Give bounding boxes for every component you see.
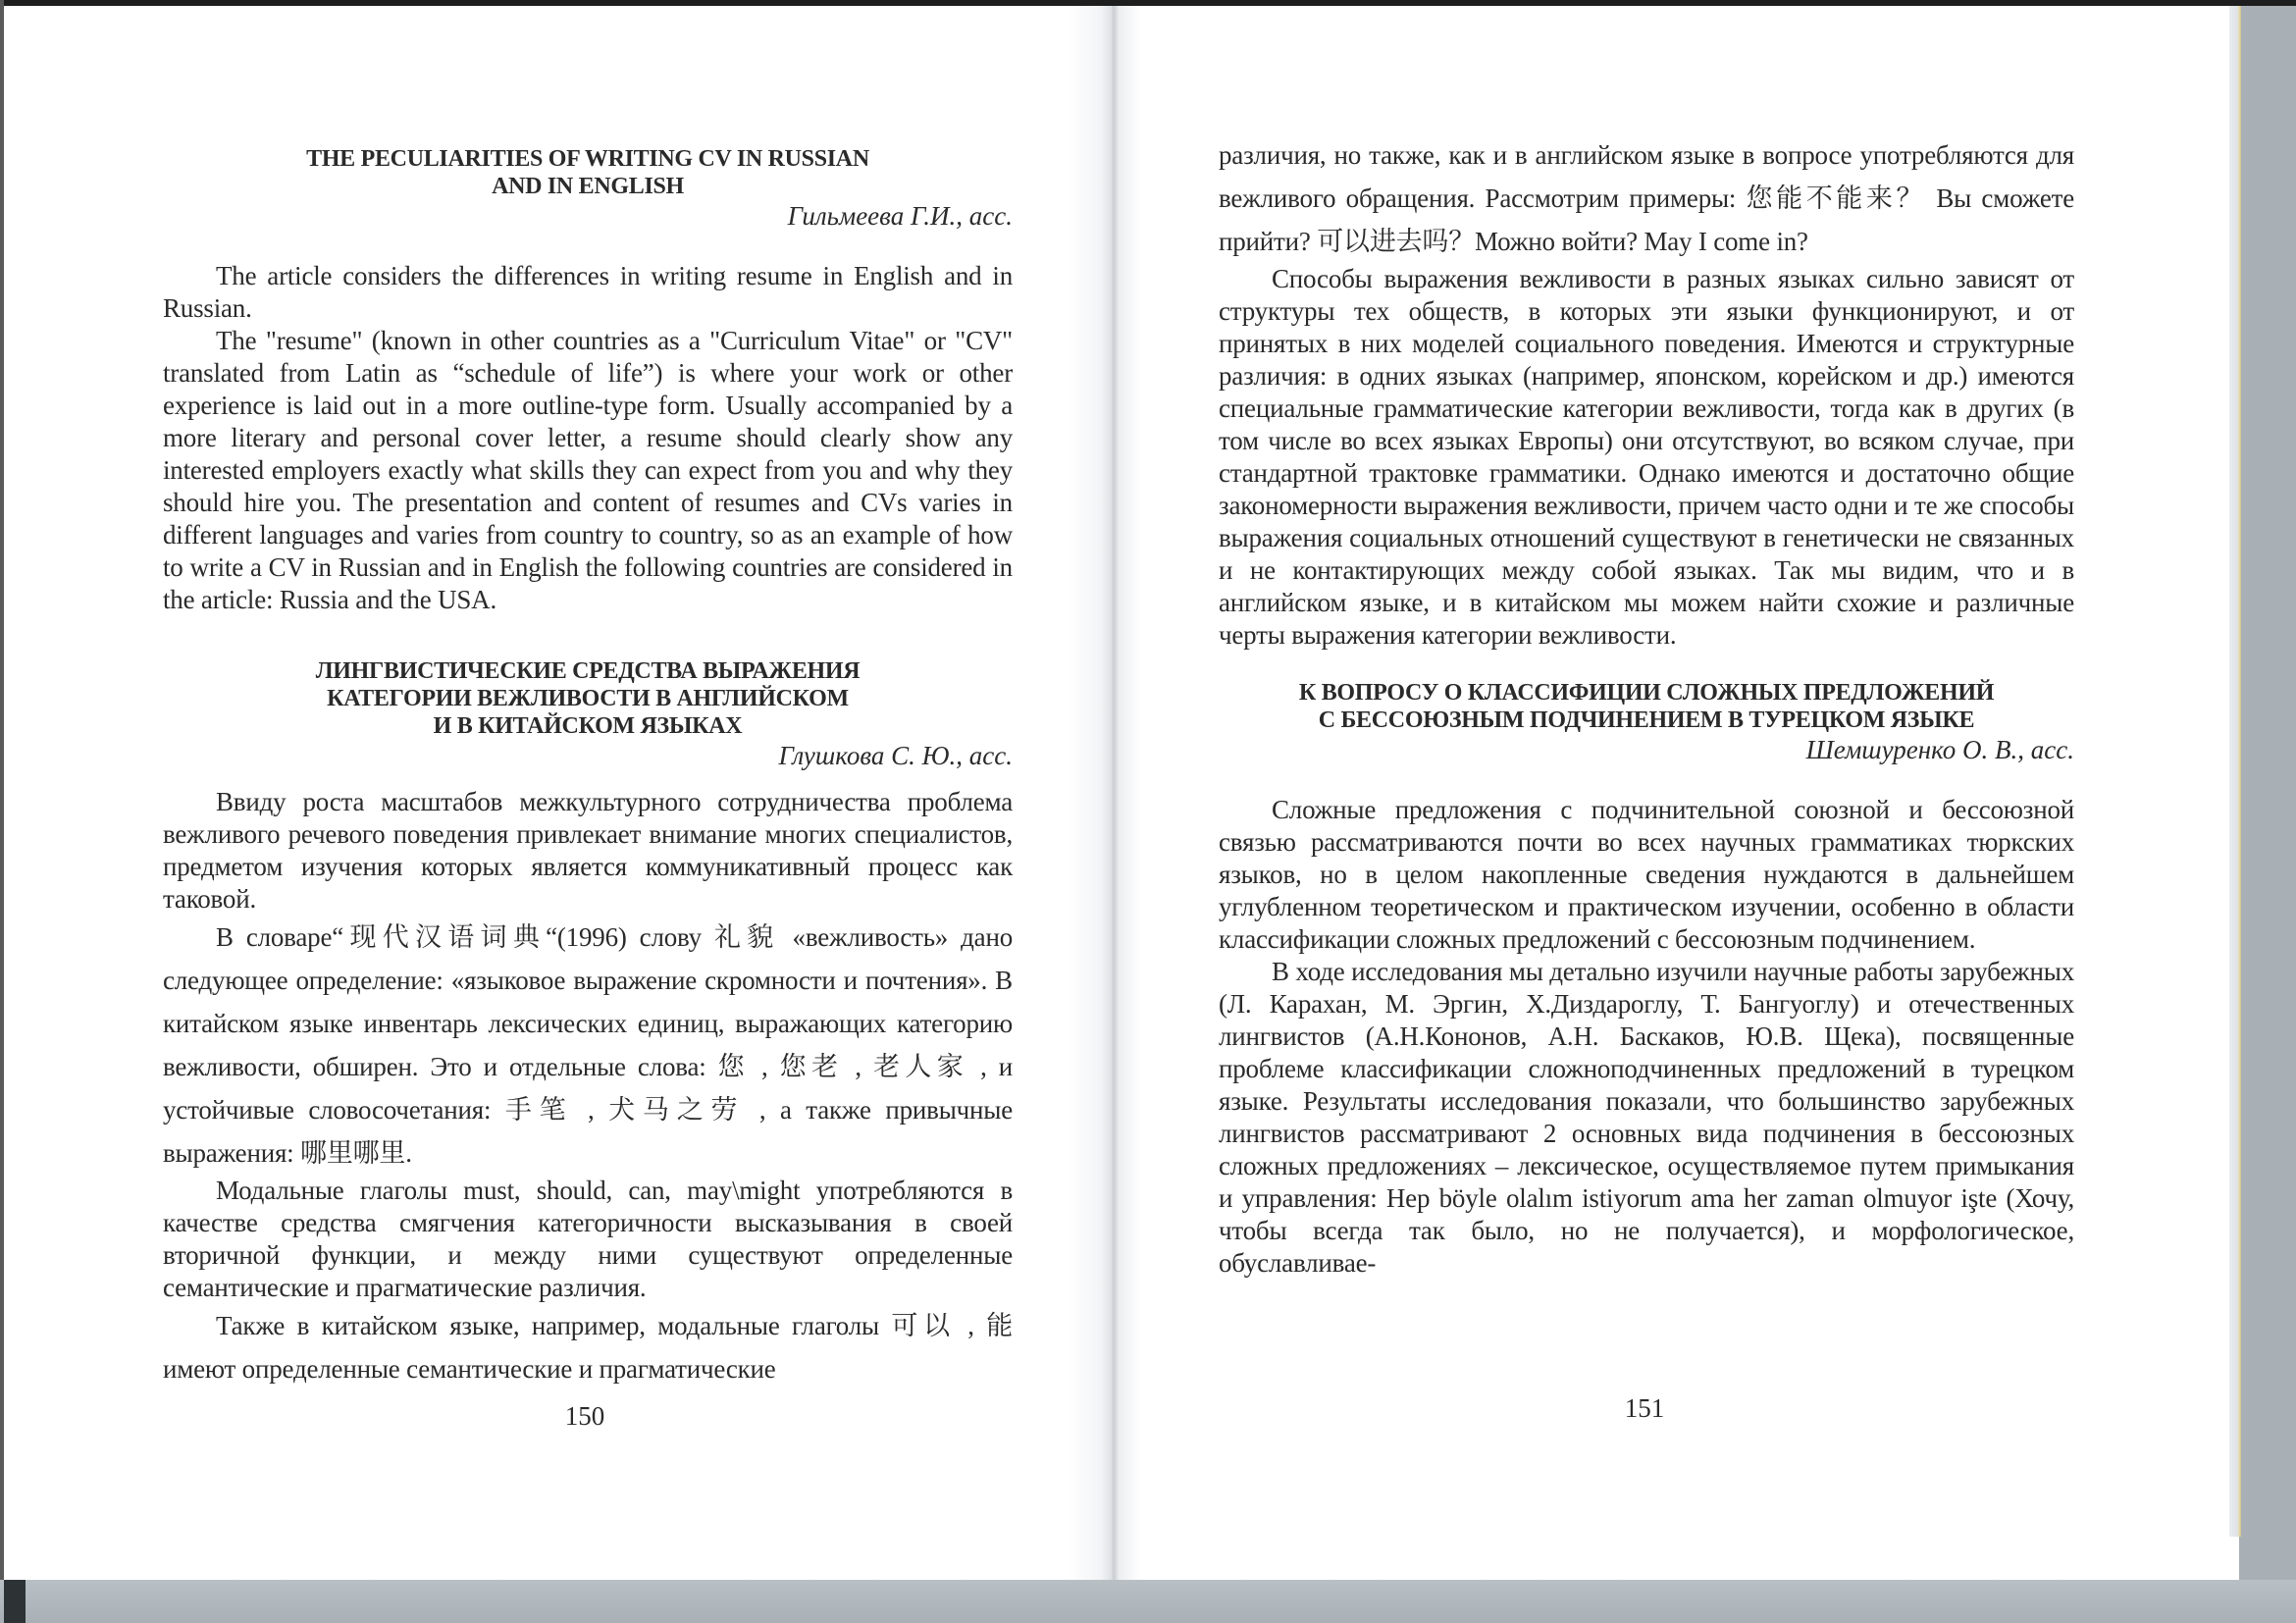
article-cv bbox=[163, 145, 1013, 616]
paragraph: Ввиду роста масштабов межкультурного сотрудничества проблема вежливого речевого поведения привлекает внимание многих специалистов, предметом изучения которых является коммуникативный процесс как таковой. bbox=[163, 787, 1013, 914]
paragraph: Модальные глаголы must, should, can, may\might употребляются в качестве средства смягчения категоричности высказывания в своей вторичной функции, и между ними существуют определенные семантические и прагматические различия. bbox=[163, 1176, 1013, 1302]
article-title: ЛИНГВИСТИЧЕСКИЕ СРЕДСТВА ВЫРАЖЕНИЯ КАТЕГОРИИ ВЕЖЛИВОСТИ В АНГЛИЙСКОМ И В КИТАЙСКОМ ЯЗЫКАХ bbox=[315, 658, 861, 739]
paragraph: различия, но также, как и в английском языке в вопросе употребляются для вежливого обращения. Рассмотрим примеры: 您能不能来？ Вы сможете прийти? 可以进去吗？Можно войти? May I come in? bbox=[1219, 140, 2074, 256]
page-number: 150 bbox=[564, 1401, 605, 1431]
paragraph: В ходе исследования мы детально изучили научные работы зарубежных (Л. Карахан, М. Эргин, Х.Диздароглу, Т. Бангуоглу) и отечественных лингвистов (А.Н.Кононов, А.Н. Баскаков, Ю.В. Щека), посвященные проблеме классификации сложноподчиненных предложений в турецком языке. Результаты исследования показали, что большинство зарубежных лингвистов рассматривают 2 основных вида подчинения в бессоюзных сложных предложениях – лексическое, осуществляемое путем примыкания и управления: Нер böyle olalım istiyorum ama her zaman olmuyor işte (Хочу, чтобы всегда так было, но не получается), и морфологическое, обуславливае- bbox=[1219, 957, 2074, 1278]
article-title: К ВОПРОСУ О КЛАССИФИЦИИ СЛОЖНЫХ ПРЕДЛОЖЕНИЙ С БЕССОЮЗНЫМ ПОДЧИНЕНИЕМ В ТУРЕЦКОМ ЯЗЫКЕ bbox=[1298, 680, 1995, 733]
paragraph: Способы выражения вежливости в разных языках сильно зависят от структуры тех обществ, в которых эти языки функционируют, и от принятых в них моделей социального поведения. Имеются и структурные различия: в одних языках (например, японском, корейском и др.) имеются специальные грамматические категории вежливости, тогда как в других (в том числе во всех языках Европы) они отсутствуют, во всяком случае, при стандартной трактовке грамматики. Однако имеются и достаточно общие закономерности выражения вежливости, причем часто одни и те же способы выражения социальных отношений существуют в генетически не связанных и не контактирующих между собой языках. Так мы видим, что и в английском языке, и в китайском мы можем найти схожие и различные черты выражения категории вежливости. bbox=[1219, 264, 2074, 650]
article-turkish-syntax bbox=[1219, 679, 2074, 1280]
article-author: Гильмеева Г.И., асс. bbox=[787, 201, 1013, 231]
left-page-content bbox=[163, 145, 1013, 1390]
page-number: 151 bbox=[1624, 1393, 1665, 1423]
article-title: THE PECULIARITIES OF WRITING CV IN RUSSIAN AND IN ENGLISH bbox=[306, 146, 869, 199]
paragraph: The "resume" (known in other countries as a "Curriculum Vitae" or "CV" translated from Latin as “schedule of life”) is where your work or other experience is laid out in a more outline-type form. Usually accompanied by a more literary and personal cover letter, a resume should clearly show any interested employers exactly what skills they can expect from you and why they should hire you. The presentation and content of resumes and CVs varies in different languages and varies from country to country, so as an example of how to write a CV in Russian and in English the following countries are considered in the article: Russia and the USA. bbox=[163, 326, 1013, 614]
paragraph: The article considers the differences in writing resume in English and in Russian. bbox=[163, 261, 1013, 323]
page-stack-edge bbox=[2229, 6, 2241, 1537]
article-politeness bbox=[163, 657, 1013, 1390]
paragraph: В словаре“现代汉语词典“(1996) слову 礼貌 «вежливость» дано следующее определение: «языковое выражение скромности и почтения». В китайском языке инвентарь лексических единиц, выражающих категорию вежливости, обширен. Это и отдельные слова: 您 , 您老 , 老人家 , и устойчивые словосочетания: 手笔 , 犬马之劳 , а также привычные выражения: 哪里哪里. bbox=[163, 922, 1013, 1168]
scanner-left-edge bbox=[0, 0, 4, 1623]
paragraph: Сложные предложения с подчинительной союзной и бессоюзной связью рассматриваются почти во всех научных грамматиках тюркских языков, но в целом накопленные сведения нуждаются в дальнейшем углубленном теоретическом и практическом изучении, особенно в области классификации сложных предложений с бессоюзным подчинением. bbox=[1219, 795, 2074, 954]
book-gutter bbox=[1070, 6, 1158, 1580]
article-author: Глушкова С. Ю., асс. bbox=[778, 741, 1013, 770]
paragraph: Также в китайском языке, например, модальные глаголы 可以 , 能 имеют определенные семантические и прагматические bbox=[163, 1311, 1013, 1384]
article-author: Шемшуренко О. В., асс. bbox=[1805, 735, 2074, 764]
right-page-content bbox=[1219, 133, 2074, 1280]
scanner-bottom-strip bbox=[0, 1580, 2296, 1623]
scanner-corner-shadow bbox=[4, 1580, 26, 1623]
